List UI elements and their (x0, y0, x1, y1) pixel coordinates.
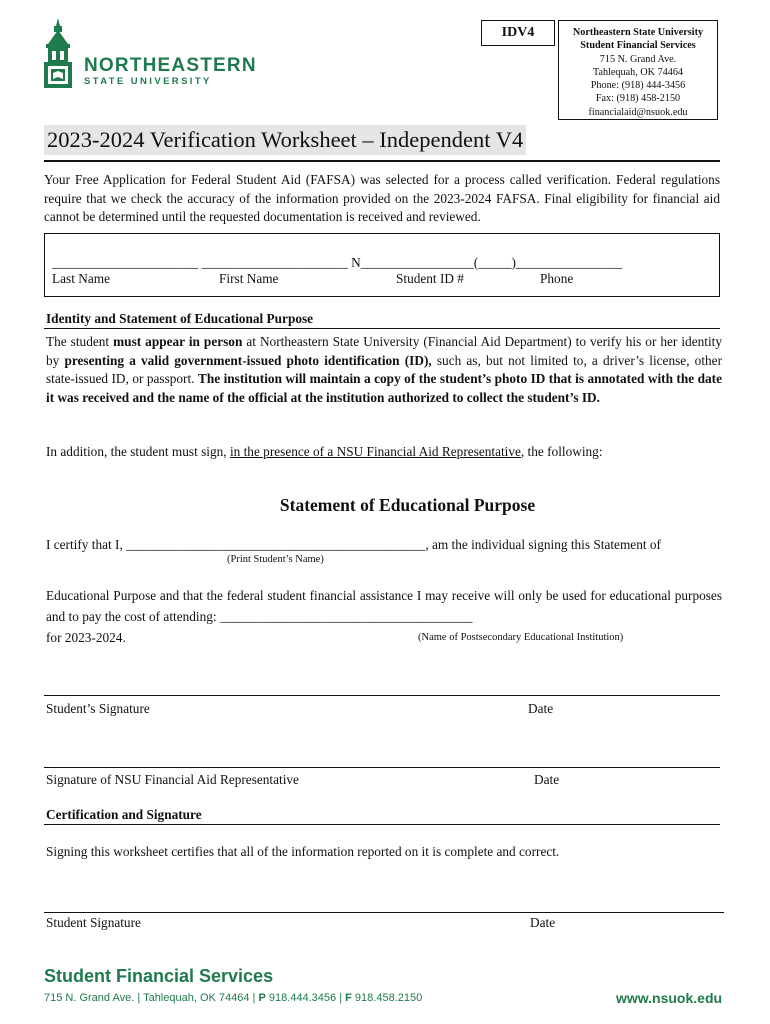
certification-date-label: Date (530, 915, 556, 930)
identity-p1-b: must appear in person (113, 334, 243, 349)
certify-b: , am the individual signing this Statement of (425, 537, 661, 552)
footer-address (44, 992, 422, 1004)
identity-p2-b: in the presence of a NSU Financial Aid Representative (229, 444, 521, 459)
title-divider (44, 160, 720, 162)
institution-note: (Name of Postsecondary Educational Institution) (418, 632, 624, 643)
form-code-box: IDV4 (481, 20, 555, 46)
identity-paragraph (46, 333, 722, 407)
date-label-2: Date (534, 772, 560, 787)
statement-year: for 2023-2024. (46, 630, 126, 645)
print-name-field[interactable]: _____________________________________________ (126, 537, 426, 552)
logo-name: NORTHEASTERN (84, 55, 257, 76)
page-title: 2023-2024 Verification Worksheet – Independent V4 (44, 125, 526, 155)
certification-student-signature-label: Student Signature (46, 915, 141, 930)
certify-a: I certify that I, (46, 537, 127, 552)
identity-p1-a: The student (46, 334, 114, 349)
student-signature-line[interactable] (44, 695, 720, 696)
office-address: 715 N. Grand Ave. (599, 53, 677, 65)
identity-p1-e: such as, but not limited to, a driver’s license, other state-issued ID, or passport. (46, 352, 722, 386)
footer-p-label: P (258, 992, 266, 1004)
footer-address-text: 715 N. Grand Ave. | Tahlequah, OK 74464 | (44, 992, 259, 1004)
identity-p1-c: at Northeastern State University (Financial Aid Department) to verify his or her identity by (46, 334, 722, 368)
logo-subname: STATE UNIVERSITY (84, 76, 212, 87)
identity-heading-rule (44, 328, 720, 329)
certify-line (46, 536, 661, 555)
student-signature-label: Student’s Signature (46, 701, 150, 716)
certification-heading: Certification and Signature (46, 807, 202, 822)
intro-paragraph: Your Free Application for Federal Student Aid (FAFSA) was selected for a process called verification. Federal regulations require that we check the accuracy of the information provided on the 2023-2024 FAFSA. Final eligibility for financial aid cannot be determined until the requested documentation is received and reviewed. (44, 172, 720, 224)
print-name-note: (Print Student’s Name) (227, 554, 324, 565)
footer-website-link[interactable]: www.nsuok.edu (616, 990, 723, 1006)
statement-body-text: Educational Purpose and that the federal student financial assistance I may receive will only be used for educational purposes and to pay the cost of attending: (46, 588, 722, 624)
footer-f-label: F (345, 992, 352, 1004)
office-email: financialaid@nsuok.edu (588, 106, 688, 118)
identity-paragraph-2 (46, 443, 603, 462)
last-name-label: Last Name (52, 271, 110, 286)
identity-p1-d: presenting a valid government-issued photo identification (ID), (64, 352, 432, 368)
footer-title: Student Financial Services (44, 966, 274, 986)
certification-heading-rule (44, 824, 720, 825)
student-id-label: Student ID # (396, 271, 464, 286)
office-phone: Phone: (918) 444-3456 (590, 80, 686, 92)
office-fax: Fax: (918) 458-2150 (595, 93, 681, 105)
student-info-lines[interactable]: ______________________ ______________________ N_________________(_____)________________ (52, 255, 623, 270)
office-address-box (558, 20, 718, 120)
institution-field[interactable]: ______________________________________ (219, 609, 473, 624)
university-tower-logo (40, 18, 76, 90)
identity-p1-f: The institution will maintain a copy of the student’s photo ID that is annotated with the date it was received and the name of the official at the institution authorized to collect the student’s ID. (46, 371, 722, 405)
office-line2: Student Financial Services (580, 40, 696, 52)
identity-p2-a: In addition, the student must sign, (46, 444, 230, 459)
first-name-label: First Name (219, 271, 279, 286)
footer-fax: 918.458.2150 (351, 992, 423, 1004)
certification-signature-line[interactable] (44, 912, 724, 913)
footer-phone: 918.444.3456 | (265, 992, 346, 1004)
office-line1: Northeastern State University (572, 27, 704, 38)
office-city: Tahlequah, OK 74464 (592, 66, 684, 78)
statement-title: Statement of Educational Purpose (279, 495, 536, 515)
statement-body (46, 585, 722, 627)
identity-heading: Identity and Statement of Educational Purpose (46, 311, 314, 326)
phone-label: Phone (540, 271, 574, 286)
certification-text: Signing this worksheet certifies that all of the information reported on it is complete and correct. (46, 844, 560, 859)
rep-signature-label: Signature of NSU Financial Aid Representative (46, 772, 299, 787)
date-label-1: Date (528, 701, 554, 716)
identity-p2-c: , the following: (520, 444, 603, 459)
rep-signature-line[interactable] (44, 767, 720, 768)
